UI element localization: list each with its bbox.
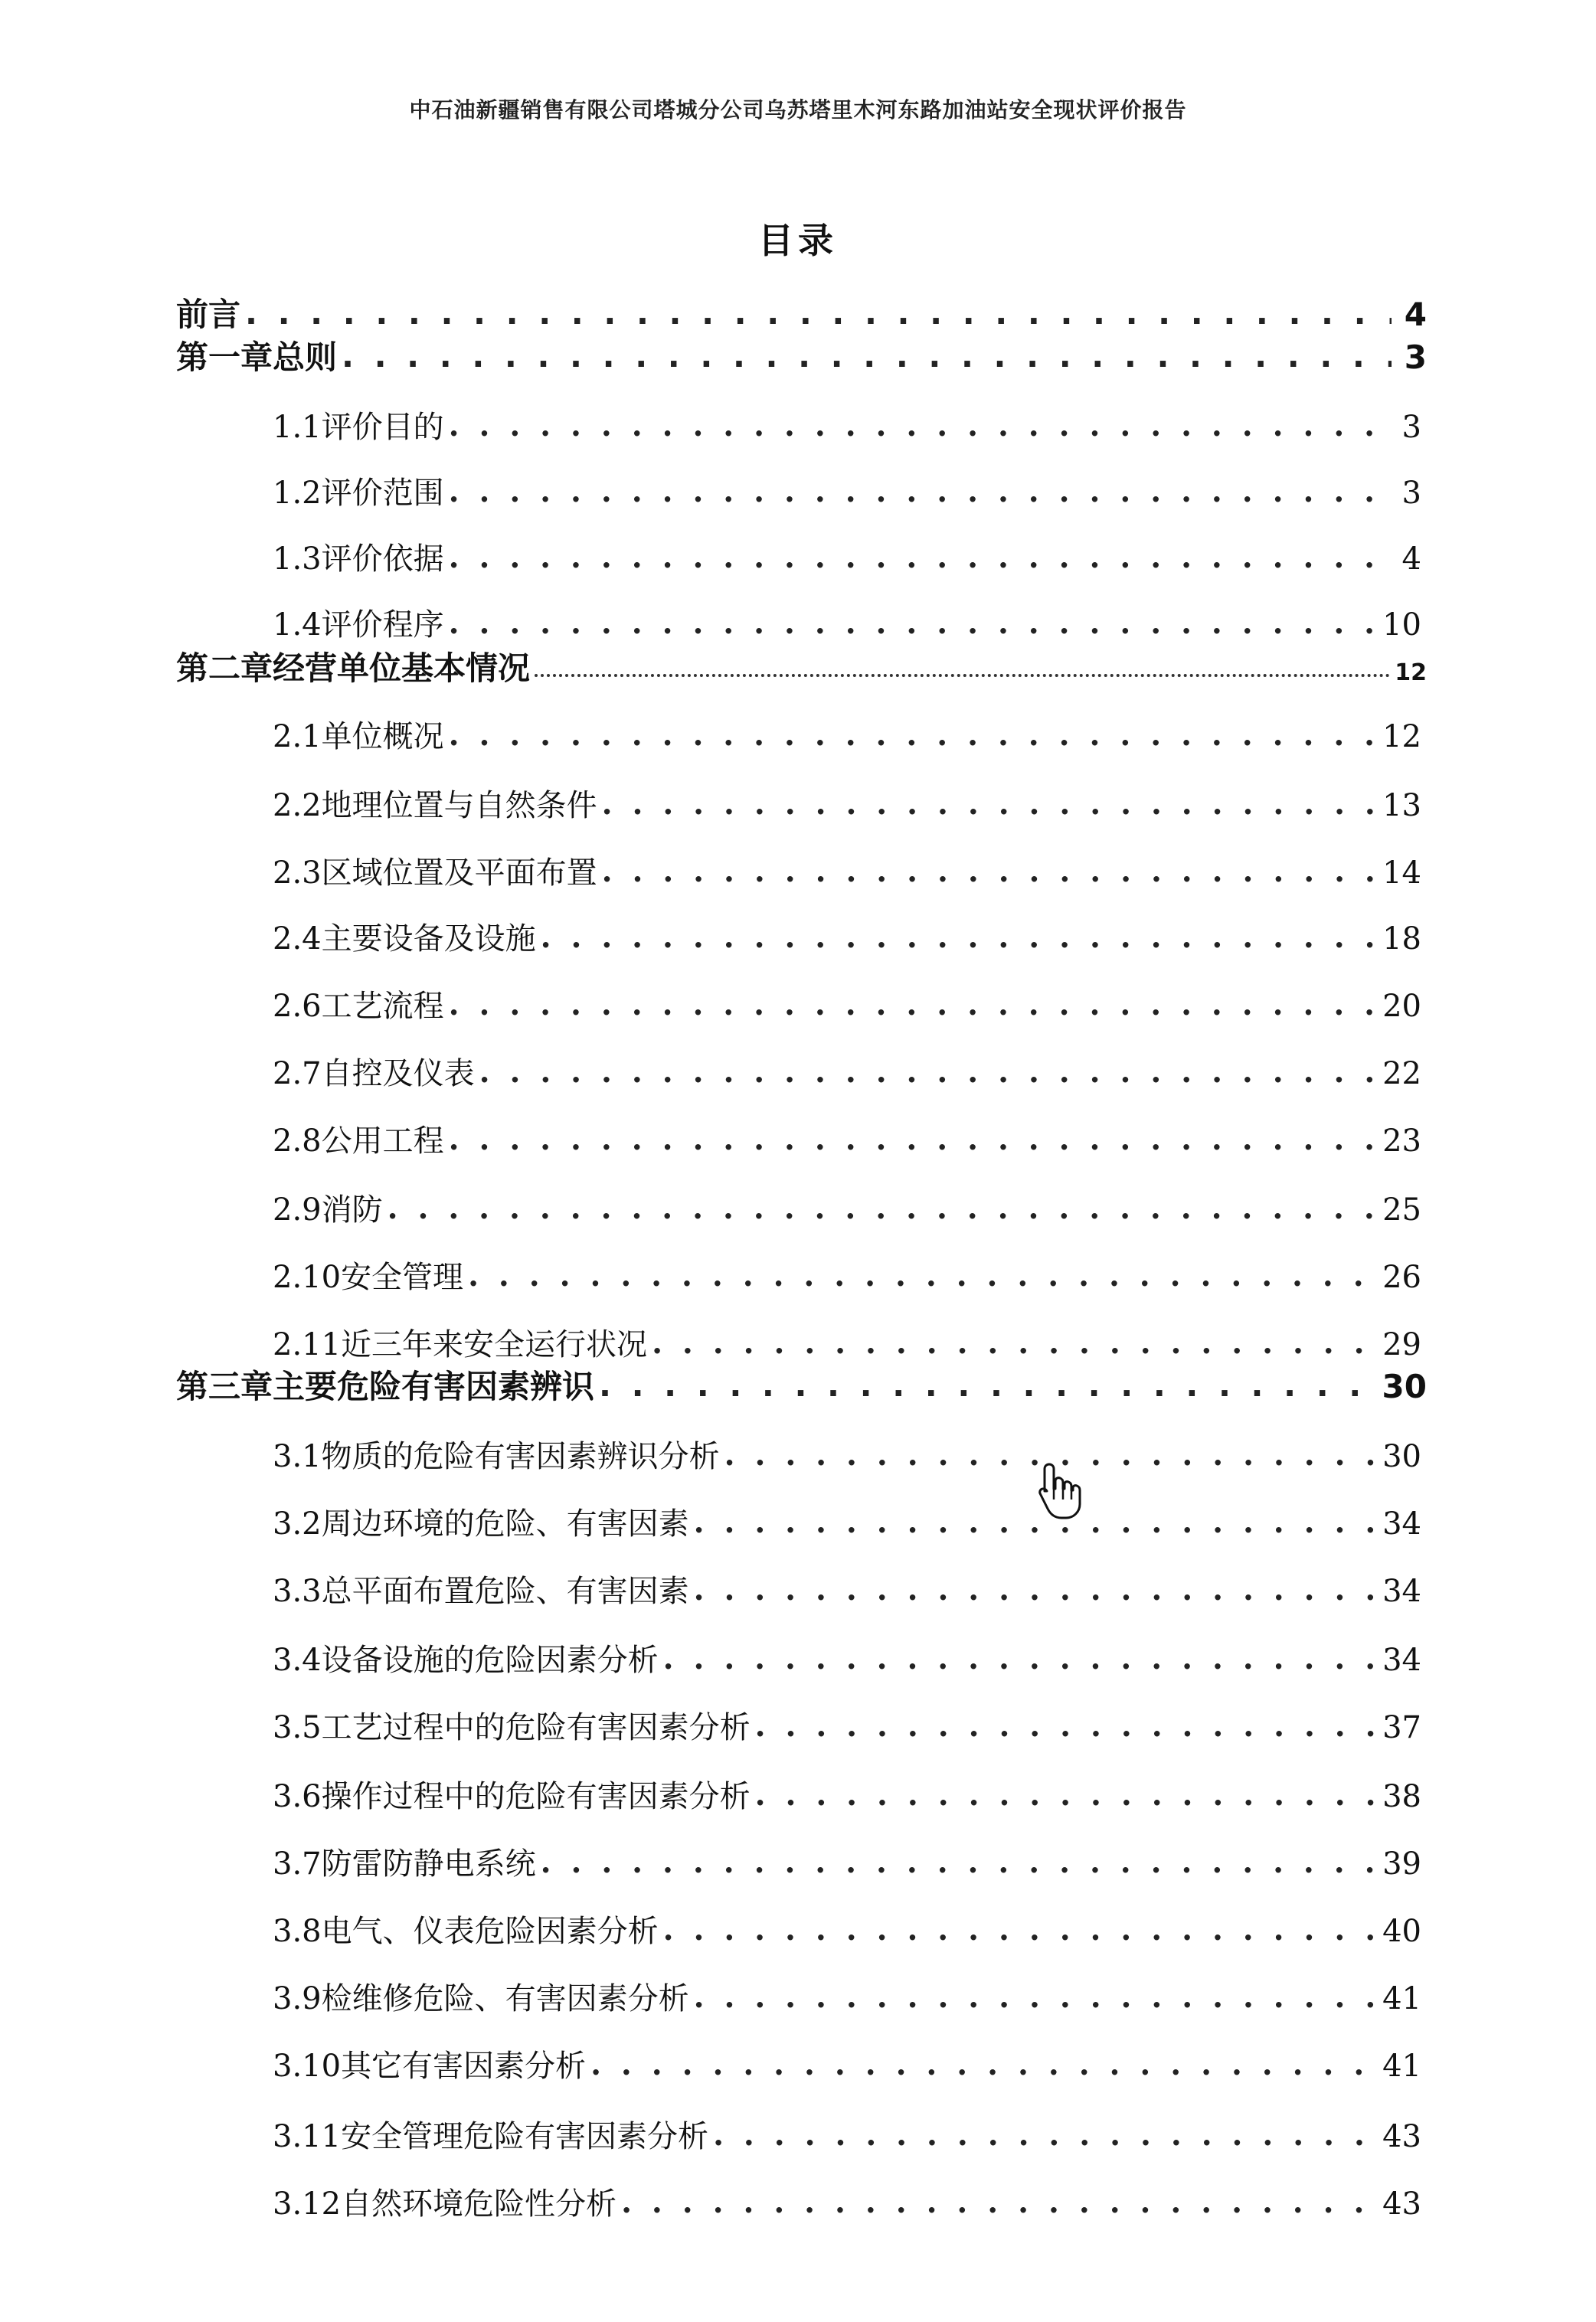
toc-entry-page: 12: [1395, 659, 1427, 686]
toc-entry-text: 3.7防雷防静电系统: [273, 1846, 536, 1882]
toc-entry[interactable]: [273, 1506, 1421, 1542]
toc-entry-page: 4: [1404, 296, 1427, 333]
toc-entry-page: 13: [1382, 788, 1421, 823]
toc-entry-page: 38: [1382, 1779, 1421, 1814]
toc-entry-page: 41: [1382, 1981, 1421, 2016]
dot-leader: [755, 1711, 1378, 1742]
dot-leader: [621, 2187, 1378, 2218]
toc-entry-text: 3.12自然环境危险性分析: [273, 2186, 617, 2222]
toc-entry[interactable]: [273, 412, 1421, 443]
toc-entry[interactable]: [273, 1058, 1421, 1089]
dot-leader: [541, 922, 1378, 953]
toc-entry-text: 1.2评价范围: [273, 476, 444, 511]
toc-entry-text: 2.9消防: [273, 1192, 383, 1228]
dot-leader: [449, 476, 1386, 507]
toc-entry[interactable]: [273, 1645, 1421, 1676]
dot-leader: [652, 1328, 1378, 1359]
toc-entry-page: 34: [1382, 1574, 1421, 1609]
toc-entry[interactable]: [273, 1916, 1421, 1947]
toc-entry[interactable]: [176, 1368, 1427, 1405]
toc-entry-page: 3: [1404, 338, 1427, 376]
toc-title: 目录: [758, 220, 838, 261]
toc-entry-page: 25: [1382, 1192, 1421, 1228]
toc-entry[interactable]: [273, 478, 1421, 509]
toc-entry[interactable]: [273, 1981, 1421, 2016]
toc-entry-text: 3.10其它有害因素分析: [273, 2049, 587, 2084]
toc-entry-text: 3.6操作过程中的危险有害因素分析: [273, 1779, 751, 1814]
dot-leader: [449, 608, 1378, 639]
toc-entry[interactable]: [273, 2186, 1421, 2222]
toc-entry[interactable]: [273, 541, 1421, 577]
dot-leader: [449, 410, 1386, 441]
toc-entry[interactable]: [273, 1781, 1421, 1812]
toc-entry-page: 20: [1382, 989, 1421, 1024]
dot-leader: [663, 1643, 1378, 1674]
toc-entry-text: 第二章经营单位基本情况: [176, 649, 531, 687]
toc-entry[interactable]: [273, 1123, 1421, 1159]
toc-entry-page: 43: [1382, 2186, 1421, 2222]
dot-leader: [694, 1982, 1378, 2013]
toc-entry[interactable]: [176, 338, 1427, 376]
toc-entry-page: 37: [1382, 1710, 1421, 1745]
toc-entry-text: 3.9检维修危险、有害因素分析: [273, 1981, 689, 2016]
toc-entry[interactable]: [176, 649, 1427, 687]
toc-entry-page: 26: [1382, 1260, 1421, 1295]
toc-entry-text: 2.11近三年来安全运行状况: [273, 1327, 648, 1362]
toc-entry-text: 3.4设备设施的危险因素分析: [273, 1643, 659, 1678]
toc-entry[interactable]: [273, 1192, 1421, 1228]
toc-entry-text: 2.6工艺流程: [273, 989, 444, 1024]
hand-pointer-icon: [1035, 1461, 1089, 1522]
toc-entry[interactable]: [273, 1576, 1421, 1607]
dot-leader: [713, 2120, 1378, 2150]
dot-leader: [449, 720, 1378, 751]
toc-entry[interactable]: [273, 790, 1421, 821]
toc-entry[interactable]: [273, 1441, 1421, 1472]
toc-entry-text: 2.7自控及仪表: [273, 1056, 475, 1091]
toc-entry-text: 2.8公用工程: [273, 1123, 444, 1159]
dot-leader: [479, 1057, 1378, 1087]
dot-leader: [602, 856, 1378, 887]
dot-leader: [541, 1847, 1378, 1878]
toc-entry-text: 1.3评价依据: [273, 541, 444, 577]
toc-entry-text: 2.3区域位置及平面布置: [273, 855, 597, 891]
toc-entry-text: 3.11安全管理危险有害因素分析: [273, 2119, 709, 2154]
toc-entry-page: 39: [1382, 1846, 1421, 1882]
toc-entry[interactable]: [273, 2121, 1421, 2152]
toc-entry[interactable]: [273, 1846, 1421, 1882]
toc-entry-text: 3.8电气、仪表危险因素分析: [273, 1914, 659, 1949]
dot-leader: [602, 789, 1378, 819]
toc-entry-page: 14: [1382, 855, 1421, 891]
toc-entry-text: 2.10安全管理: [273, 1260, 464, 1295]
dot-leader: [590, 2049, 1378, 2080]
dot-leader: [599, 1369, 1378, 1401]
toc-entry-page: 23: [1382, 1123, 1421, 1159]
toc-entry-page: 40: [1382, 1914, 1421, 1949]
toc-entry-text: 2.2地理位置与自然条件: [273, 788, 597, 823]
toc-entry-text: 1.4评价程序: [273, 607, 444, 643]
toc-entry-page: 29: [1382, 1327, 1421, 1362]
dot-leader: [449, 1124, 1378, 1155]
report-header: 中石油新疆销售有限公司塔城分公司乌苏塔里木河东路加油站安全现状评价报告: [409, 97, 1187, 123]
toc-entry[interactable]: [273, 2051, 1421, 2082]
toc-entry-text: 2.4主要设备及设施: [273, 921, 536, 957]
dot-leader: [449, 542, 1386, 573]
toc-entry-page: 34: [1382, 1643, 1421, 1678]
toc-entry-page: 18: [1382, 921, 1421, 957]
toc-entry[interactable]: [273, 721, 1421, 752]
dot-leader: [468, 1261, 1378, 1291]
toc-entry-page: 43: [1382, 2119, 1421, 2154]
dot-leader: [342, 340, 1392, 372]
toc-entry[interactable]: [273, 1262, 1421, 1293]
dot-leader: [663, 1915, 1378, 1945]
toc-entry-page: 30: [1382, 1439, 1421, 1474]
toc-entry-page: 3: [1401, 410, 1421, 445]
toc-entry-page: 34: [1382, 1506, 1421, 1542]
toc-entry[interactable]: [273, 1329, 1421, 1360]
toc-entry[interactable]: [273, 855, 1421, 891]
dot-leader: [755, 1780, 1378, 1810]
toc-entry-page: 10: [1382, 607, 1421, 643]
toc-entry-page: 4: [1401, 541, 1421, 577]
toc-entry[interactable]: [273, 921, 1421, 957]
toc-entry-text: 3.3总平面布置危险、有害因素: [273, 1574, 689, 1609]
toc-entry[interactable]: [176, 296, 1427, 333]
dot-leader: [388, 1193, 1378, 1224]
toc-entry-text: 第三章主要危险有害因素辨识: [176, 1368, 595, 1405]
toc-entry-text: 1.1评价目的: [273, 410, 444, 445]
toc-entry-page: 30: [1382, 1368, 1427, 1405]
toc-entry-text: 3.2周边环境的危险、有害因素: [273, 1506, 689, 1542]
dot-leader: [449, 989, 1378, 1020]
toc-entry-text: 3.5工艺过程中的危险有害因素分析: [273, 1710, 751, 1745]
toc-entry[interactable]: [273, 991, 1421, 1022]
toc-entry[interactable]: [273, 607, 1421, 643]
toc-entry-page: 3: [1401, 476, 1421, 511]
toc-entry-text: 2.1单位概况: [273, 719, 444, 754]
toc-entry-page: 41: [1382, 2049, 1421, 2084]
toc-entry-page: 22: [1382, 1056, 1421, 1091]
dot-leader: [694, 1575, 1378, 1605]
toc-entry-text: 3.1物质的危险有害因素辨识分析: [273, 1439, 720, 1474]
toc-entry[interactable]: [273, 1712, 1421, 1743]
dot-leader: [535, 669, 1390, 677]
toc-entry-text: 前言: [176, 296, 241, 333]
toc-entry-page: 12: [1382, 719, 1421, 754]
dot-leader: [245, 297, 1392, 329]
toc-entry-text: 第一章总则: [176, 338, 338, 376]
